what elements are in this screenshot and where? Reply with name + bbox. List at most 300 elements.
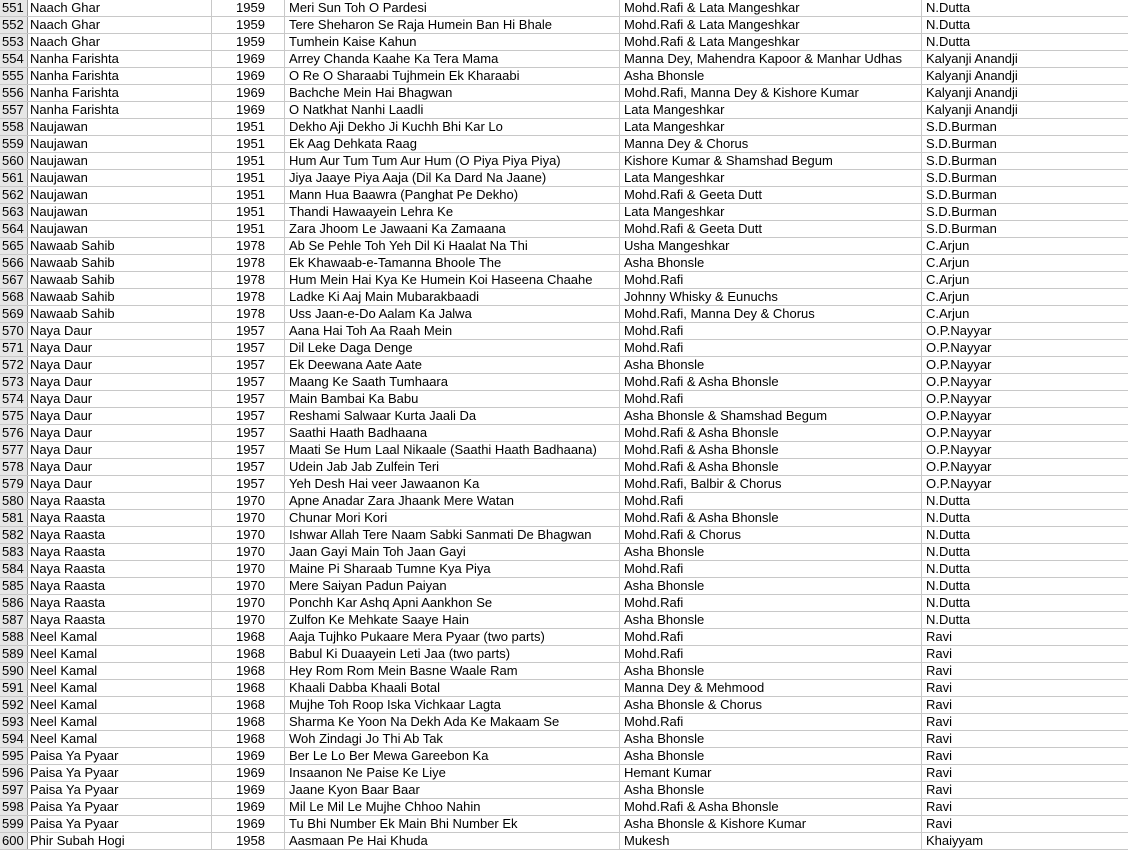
year-cell[interactable]: 1957 [212,425,285,441]
film-cell[interactable]: Naujawan [28,204,212,220]
film-cell[interactable]: Nawaab Sahib [28,255,212,271]
song-cell[interactable]: Meri Sun Toh O Pardesi [285,0,620,16]
film-cell[interactable]: Paisa Ya Pyaar [28,816,212,832]
row-number-cell[interactable]: 584 [0,561,28,577]
song-cell[interactable]: Hum Mein Hai Kya Ke Humein Koi Haseena Chaahe [285,272,620,288]
music-director-cell[interactable]: N.Dutta [926,510,971,525]
film-cell[interactable]: Naya Raasta [28,578,212,594]
music-director-cell[interactable]: Ravi [926,646,953,661]
song-cell[interactable]: Ek Deewana Aate Aate [285,357,620,373]
film-cell[interactable]: Naya Raasta [28,527,212,543]
music-director-cell[interactable]: Kalyanji Anandji [926,85,1018,100]
row-number-cell[interactable]: 596 [0,765,28,781]
singer-cell[interactable]: Mohd.Rafi & Geeta Dutt [620,187,922,203]
film-cell[interactable]: Naach Ghar [28,34,212,50]
song-cell[interactable]: Maang Ke Saath Tumhaara [285,374,620,390]
music-director-cell[interactable]: N.Dutta [926,527,971,542]
year-cell[interactable]: 1957 [212,357,285,373]
year-cell[interactable]: 1969 [212,85,285,101]
film-cell[interactable]: Nawaab Sahib [28,289,212,305]
row-number-cell[interactable]: 590 [0,663,28,679]
row-number-cell[interactable]: 553 [0,34,28,50]
music-director-cell[interactable]: O.P.Nayyar [926,340,992,355]
film-cell[interactable]: Nanha Farishta [28,68,212,84]
music-director-cell[interactable]: Ravi [926,629,953,644]
film-cell[interactable]: Naya Raasta [28,561,212,577]
row-number-cell[interactable]: 593 [0,714,28,730]
song-cell[interactable]: Apne Anadar Zara Jhaank Mere Watan [285,493,620,509]
song-cell[interactable]: Udein Jab Jab Zulfein Teri [285,459,620,475]
song-cell[interactable]: Chunar Mori Kori [285,510,620,526]
year-cell[interactable]: 1957 [212,340,285,356]
music-director-cell[interactable]: N.Dutta [926,578,971,593]
song-cell[interactable]: Aana Hai Toh Aa Raah Mein [285,323,620,339]
row-number-cell[interactable]: 579 [0,476,28,492]
year-cell[interactable]: 1951 [212,170,285,186]
singer-cell[interactable]: Asha Bhonsle [620,578,922,594]
row-number-cell[interactable]: 578 [0,459,28,475]
song-cell[interactable]: Bachche Mein Hai Bhagwan [285,85,620,101]
year-cell[interactable]: 1970 [212,595,285,611]
row-number-cell[interactable]: 555 [0,68,28,84]
year-cell[interactable]: 1969 [212,782,285,798]
music-director-cell[interactable]: Ravi [926,680,953,695]
music-director-cell[interactable]: Ravi [926,697,953,712]
film-cell[interactable]: Phir Subah Hogi [28,833,212,849]
row-number-cell[interactable]: 580 [0,493,28,509]
year-cell[interactable]: 1978 [212,255,285,271]
song-cell[interactable]: Tu Bhi Number Ek Main Bhi Number Ek [285,816,620,832]
film-cell[interactable]: Naujawan [28,153,212,169]
music-director-cell[interactable]: Kalyanji Anandji [926,51,1018,66]
year-cell[interactable]: 1968 [212,663,285,679]
year-cell[interactable]: 1968 [212,680,285,696]
music-director-cell[interactable]: S.D.Burman [926,119,997,134]
song-cell[interactable]: Aaja Tujhko Pukaare Mera Pyaar (two parts) [285,629,620,645]
year-cell[interactable]: 1970 [212,561,285,577]
song-cell[interactable]: Uss Jaan-e-Do Aalam Ka Jalwa [285,306,620,322]
song-cell[interactable]: O Re O Sharaabi Tujhmein Ek Kharaabi [285,68,620,84]
singer-cell[interactable]: Mohd.Rafi, Balbir & Chorus [620,476,922,492]
year-cell[interactable]: 1951 [212,153,285,169]
film-cell[interactable]: Neel Kamal [28,646,212,662]
song-cell[interactable]: Jaane Kyon Baar Baar [285,782,620,798]
song-cell[interactable]: Ek Aag Dehkata Raag [285,136,620,152]
song-cell[interactable]: Mil Le Mil Le Mujhe Chhoo Nahin [285,799,620,815]
singer-cell[interactable]: Mohd.Rafi & Chorus [620,527,922,543]
row-number-cell[interactable]: 568 [0,289,28,305]
row-number-cell[interactable]: 558 [0,119,28,135]
film-cell[interactable]: Naya Daur [28,340,212,356]
singer-cell[interactable]: Lata Mangeshkar [620,119,922,135]
year-cell[interactable]: 1959 [212,34,285,50]
year-cell[interactable]: 1970 [212,527,285,543]
row-number-cell[interactable]: 575 [0,408,28,424]
film-cell[interactable]: Paisa Ya Pyaar [28,782,212,798]
year-cell[interactable]: 1951 [212,119,285,135]
row-number-cell[interactable]: 563 [0,204,28,220]
singer-cell[interactable]: Mohd.Rafi & Asha Bhonsle [620,799,922,815]
song-cell[interactable]: Jaan Gayi Main Toh Jaan Gayi [285,544,620,560]
film-cell[interactable]: Nawaab Sahib [28,272,212,288]
row-number-cell[interactable]: 583 [0,544,28,560]
year-cell[interactable]: 1957 [212,476,285,492]
song-cell[interactable]: Mere Saiyan Padun Paiyan [285,578,620,594]
film-cell[interactable]: Paisa Ya Pyaar [28,748,212,764]
row-number-cell[interactable]: 560 [0,153,28,169]
row-number-cell[interactable]: 552 [0,17,28,33]
song-cell[interactable]: Thandi Hawaayein Lehra Ke [285,204,620,220]
singer-cell[interactable]: Asha Bhonsle & Shamshad Begum [620,408,922,424]
song-cell[interactable]: Maine Pi Sharaab Tumne Kya Piya [285,561,620,577]
row-number-cell[interactable]: 567 [0,272,28,288]
row-number-cell[interactable]: 581 [0,510,28,526]
row-number-cell[interactable]: 576 [0,425,28,441]
singer-cell[interactable]: Lata Mangeshkar [620,170,922,186]
singer-cell[interactable]: Mohd.Rafi [620,493,922,509]
year-cell[interactable]: 1969 [212,748,285,764]
song-cell[interactable]: O Natkhat Nanhi Laadli [285,102,620,118]
film-cell[interactable]: Naya Daur [28,357,212,373]
row-number-cell[interactable]: 556 [0,85,28,101]
row-number-cell[interactable]: 571 [0,340,28,356]
row-number-cell[interactable]: 554 [0,51,28,67]
singer-cell[interactable]: Asha Bhonsle [620,255,922,271]
film-cell[interactable]: Naya Daur [28,442,212,458]
singer-cell[interactable]: Kishore Kumar & Shamshad Begum [620,153,922,169]
singer-cell[interactable]: Mukesh [620,833,922,849]
singer-cell[interactable]: Asha Bhonsle & Kishore Kumar [620,816,922,832]
year-cell[interactable]: 1978 [212,272,285,288]
row-number-cell[interactable]: 577 [0,442,28,458]
film-cell[interactable]: Naya Daur [28,391,212,407]
music-director-cell[interactable]: O.P.Nayyar [926,425,992,440]
song-cell[interactable]: Yeh Desh Hai veer Jawaanon Ka [285,476,620,492]
song-cell[interactable]: Maati Se Hum Laal Nikaale (Saathi Haath Badhaana) [285,442,620,458]
singer-cell[interactable]: Lata Mangeshkar [620,102,922,118]
year-cell[interactable]: 1958 [212,833,285,849]
singer-cell[interactable]: Usha Mangeshkar [620,238,922,254]
music-director-cell[interactable]: O.P.Nayyar [926,374,992,389]
music-director-cell[interactable]: O.P.Nayyar [926,408,992,423]
music-director-cell[interactable]: Khaiyyam [926,833,984,848]
film-cell[interactable]: Naya Raasta [28,493,212,509]
song-cell[interactable]: Mann Hua Baawra (Panghat Pe Dekho) [285,187,620,203]
song-cell[interactable]: Sharma Ke Yoon Na Dekh Ada Ke Makaam Se [285,714,620,730]
film-cell[interactable]: Naujawan [28,136,212,152]
year-cell[interactable]: 1951 [212,187,285,203]
year-cell[interactable]: 1970 [212,510,285,526]
song-cell[interactable]: Khaali Dabba Khaali Botal [285,680,620,696]
music-director-cell[interactable]: N.Dutta [926,595,971,610]
row-number-cell[interactable]: 586 [0,595,28,611]
song-cell[interactable]: Dil Leke Daga Denge [285,340,620,356]
song-cell[interactable]: Ladke Ki Aaj Main Mubarakbaadi [285,289,620,305]
music-director-cell[interactable]: C.Arjun [926,306,970,321]
row-number-cell[interactable]: 599 [0,816,28,832]
music-director-cell[interactable]: O.P.Nayyar [926,442,992,457]
singer-cell[interactable]: Mohd.Rafi & Asha Bhonsle [620,425,922,441]
music-director-cell[interactable]: O.P.Nayyar [926,476,992,491]
film-cell[interactable]: Nanha Farishta [28,85,212,101]
singer-cell[interactable]: Mohd.Rafi [620,646,922,662]
singer-cell[interactable]: Mohd.Rafi [620,595,922,611]
music-director-cell[interactable]: Ravi [926,731,953,746]
song-cell[interactable]: Tere Sheharon Se Raja Humein Ban Hi Bhale [285,17,620,33]
song-cell[interactable]: Woh Zindagi Jo Thi Ab Tak [285,731,620,747]
singer-cell[interactable]: Mohd.Rafi [620,391,922,407]
music-director-cell[interactable]: Ravi [926,782,953,797]
singer-cell[interactable]: Mohd.Rafi & Lata Mangeshkar [620,17,922,33]
film-cell[interactable]: Neel Kamal [28,663,212,679]
music-director-cell[interactable]: S.D.Burman [926,153,997,168]
row-number-cell[interactable]: 597 [0,782,28,798]
singer-cell[interactable]: Mohd.Rafi & Asha Bhonsle [620,374,922,390]
singer-cell[interactable]: Mohd.Rafi [620,340,922,356]
singer-cell[interactable]: Asha Bhonsle [620,68,922,84]
row-number-cell[interactable]: 569 [0,306,28,322]
film-cell[interactable]: Nanha Farishta [28,102,212,118]
year-cell[interactable]: 1957 [212,374,285,390]
year-cell[interactable]: 1951 [212,221,285,237]
music-director-cell[interactable]: N.Dutta [926,612,971,627]
row-number-cell[interactable]: 564 [0,221,28,237]
music-director-cell[interactable]: O.P.Nayyar [926,459,992,474]
music-director-cell[interactable]: N.Dutta [926,561,971,576]
year-cell[interactable]: 1968 [212,646,285,662]
music-director-cell[interactable]: C.Arjun [926,255,970,270]
film-cell[interactable]: Neel Kamal [28,629,212,645]
singer-cell[interactable]: Asha Bhonsle [620,544,922,560]
music-director-cell[interactable]: S.D.Burman [926,136,997,151]
year-cell[interactable]: 1959 [212,0,285,16]
music-director-cell[interactable]: C.Arjun [926,238,970,253]
singer-cell[interactable]: Asha Bhonsle [620,612,922,628]
film-cell[interactable]: Naya Daur [28,408,212,424]
row-number-cell[interactable]: 594 [0,731,28,747]
year-cell[interactable]: 1968 [212,714,285,730]
year-cell[interactable]: 1951 [212,204,285,220]
singer-cell[interactable]: Asha Bhonsle [620,731,922,747]
row-number-cell[interactable]: 559 [0,136,28,152]
film-cell[interactable]: Neel Kamal [28,697,212,713]
music-director-cell[interactable]: Ravi [926,816,953,831]
year-cell[interactable]: 1969 [212,51,285,67]
film-cell[interactable]: Naya Raasta [28,510,212,526]
song-cell[interactable]: Hey Rom Rom Mein Basne Waale Ram [285,663,620,679]
singer-cell[interactable]: Asha Bhonsle [620,663,922,679]
year-cell[interactable]: 1957 [212,442,285,458]
row-number-cell[interactable]: 600 [0,833,28,849]
music-director-cell[interactable]: Ravi [926,748,953,763]
row-number-cell[interactable]: 557 [0,102,28,118]
year-cell[interactable]: 1970 [212,612,285,628]
film-cell[interactable]: Nanha Farishta [28,51,212,67]
singer-cell[interactable]: Mohd.Rafi, Manna Dey & Chorus [620,306,922,322]
film-cell[interactable]: Naujawan [28,187,212,203]
row-number-cell[interactable]: 592 [0,697,28,713]
music-director-cell[interactable]: Ravi [926,714,953,729]
film-cell[interactable]: Naach Ghar [28,17,212,33]
singer-cell[interactable]: Mohd.Rafi & Lata Mangeshkar [620,0,922,16]
row-number-cell[interactable]: 591 [0,680,28,696]
singer-cell[interactable]: Mohd.Rafi [620,272,922,288]
song-cell[interactable]: Zulfon Ke Mehkate Saaye Hain [285,612,620,628]
film-cell[interactable]: Naya Daur [28,476,212,492]
singer-cell[interactable]: Mohd.Rafi [620,629,922,645]
year-cell[interactable]: 1969 [212,799,285,815]
singer-cell[interactable]: Mohd.Rafi & Lata Mangeshkar [620,34,922,50]
year-cell[interactable]: 1978 [212,238,285,254]
year-cell[interactable]: 1970 [212,544,285,560]
music-director-cell[interactable]: O.P.Nayyar [926,323,992,338]
row-number-cell[interactable]: 566 [0,255,28,271]
year-cell[interactable]: 1978 [212,306,285,322]
year-cell[interactable]: 1969 [212,68,285,84]
year-cell[interactable]: 1957 [212,459,285,475]
music-director-cell[interactable]: N.Dutta [926,0,971,15]
song-cell[interactable]: Saathi Haath Badhaana [285,425,620,441]
year-cell[interactable]: 1969 [212,765,285,781]
singer-cell[interactable]: Johnny Whisky & Eunuchs [620,289,922,305]
row-number-cell[interactable]: 585 [0,578,28,594]
singer-cell[interactable]: Asha Bhonsle [620,357,922,373]
year-cell[interactable]: 1969 [212,816,285,832]
music-director-cell[interactable]: Kalyanji Anandji [926,68,1018,83]
row-number-cell[interactable]: 589 [0,646,28,662]
music-director-cell[interactable]: N.Dutta [926,17,971,32]
year-cell[interactable]: 1959 [212,17,285,33]
row-number-cell[interactable]: 595 [0,748,28,764]
music-director-cell[interactable]: Ravi [926,765,953,780]
row-number-cell[interactable]: 572 [0,357,28,373]
singer-cell[interactable]: Lata Mangeshkar [620,204,922,220]
row-number-cell[interactable]: 562 [0,187,28,203]
music-director-cell[interactable]: N.Dutta [926,493,971,508]
music-director-cell[interactable]: S.D.Burman [926,204,997,219]
row-number-cell[interactable]: 561 [0,170,28,186]
music-director-cell[interactable]: S.D.Burman [926,170,997,185]
year-cell[interactable]: 1970 [212,578,285,594]
singer-cell[interactable]: Mohd.Rafi [620,323,922,339]
year-cell[interactable]: 1957 [212,391,285,407]
singer-cell[interactable]: Mohd.Rafi [620,714,922,730]
song-cell[interactable]: Ab Se Pehle Toh Yeh Dil Ki Haalat Na Thi [285,238,620,254]
film-cell[interactable]: Naujawan [28,221,212,237]
row-number-cell[interactable]: 582 [0,527,28,543]
film-cell[interactable]: Naya Raasta [28,595,212,611]
singer-cell[interactable]: Manna Dey & Chorus [620,136,922,152]
music-director-cell[interactable]: C.Arjun [926,272,970,287]
song-cell[interactable]: Ishwar Allah Tere Naam Sabki Sanmati De Bhagwan [285,527,620,543]
song-cell[interactable]: Insaanon Ne Paise Ke Liye [285,765,620,781]
row-number-cell[interactable]: 551 [0,0,28,16]
song-cell[interactable]: Main Bambai Ka Babu [285,391,620,407]
music-director-cell[interactable]: N.Dutta [926,544,971,559]
film-cell[interactable]: Naujawan [28,119,212,135]
song-cell[interactable]: Tumhein Kaise Kahun [285,34,620,50]
film-cell[interactable]: Naya Raasta [28,612,212,628]
year-cell[interactable]: 1957 [212,323,285,339]
singer-cell[interactable]: Asha Bhonsle [620,782,922,798]
song-cell[interactable]: Ber Le Lo Ber Mewa Gareebon Ka [285,748,620,764]
film-cell[interactable]: Naach Ghar [28,0,212,16]
singer-cell[interactable]: Asha Bhonsle & Chorus [620,697,922,713]
film-cell[interactable]: Paisa Ya Pyaar [28,799,212,815]
film-cell[interactable]: Naya Raasta [28,544,212,560]
singer-cell[interactable]: Hemant Kumar [620,765,922,781]
film-cell[interactable]: Naya Daur [28,459,212,475]
song-cell[interactable]: Babul Ki Duaayein Leti Jaa (two parts) [285,646,620,662]
song-cell[interactable]: Ponchh Kar Ashq Apni Aankhon Se [285,595,620,611]
music-director-cell[interactable]: S.D.Burman [926,187,997,202]
film-cell[interactable]: Naujawan [28,170,212,186]
row-number-cell[interactable]: 574 [0,391,28,407]
music-director-cell[interactable]: O.P.Nayyar [926,391,992,406]
film-cell[interactable]: Neel Kamal [28,680,212,696]
year-cell[interactable]: 1951 [212,136,285,152]
singer-cell[interactable]: Mohd.Rafi & Asha Bhonsle [620,442,922,458]
music-director-cell[interactable]: Ravi [926,799,953,814]
year-cell[interactable]: 1968 [212,629,285,645]
singer-cell[interactable]: Mohd.Rafi & Asha Bhonsle [620,459,922,475]
music-director-cell[interactable]: C.Arjun [926,289,970,304]
singer-cell[interactable]: Manna Dey, Mahendra Kapoor & Manhar Udhas [620,51,922,67]
row-number-cell[interactable]: 570 [0,323,28,339]
film-cell[interactable]: Naya Daur [28,374,212,390]
song-cell[interactable]: Zara Jhoom Le Jawaani Ka Zamaana [285,221,620,237]
row-number-cell[interactable]: 598 [0,799,28,815]
year-cell[interactable]: 1968 [212,697,285,713]
song-cell[interactable]: Arrey Chanda Kaahe Ka Tera Mama [285,51,620,67]
year-cell[interactable]: 1978 [212,289,285,305]
music-director-cell[interactable]: O.P.Nayyar [926,357,992,372]
song-cell[interactable]: Dekho Aji Dekho Ji Kuchh Bhi Kar Lo [285,119,620,135]
film-cell[interactable]: Naya Daur [28,425,212,441]
year-cell[interactable]: 1957 [212,408,285,424]
song-cell[interactable]: Reshami Salwaar Kurta Jaali Da [285,408,620,424]
song-cell[interactable]: Hum Aur Tum Tum Aur Hum (O Piya Piya Piya) [285,153,620,169]
singer-cell[interactable]: Mohd.Rafi [620,561,922,577]
singer-cell[interactable]: Mohd.Rafi, Manna Dey & Kishore Kumar [620,85,922,101]
film-cell[interactable]: Nawaab Sahib [28,238,212,254]
song-cell[interactable]: Ek Khawaab-e-Tamanna Bhoole The [285,255,620,271]
music-director-cell[interactable]: S.D.Burman [926,221,997,236]
film-cell[interactable]: Neel Kamal [28,714,212,730]
song-cell[interactable]: Aasmaan Pe Hai Khuda [285,833,620,849]
film-cell[interactable]: Nawaab Sahib [28,306,212,322]
song-cell[interactable]: Mujhe Toh Roop Iska Vichkaar Lagta [285,697,620,713]
film-cell[interactable]: Naya Daur [28,323,212,339]
year-cell[interactable]: 1969 [212,102,285,118]
singer-cell[interactable]: Manna Dey & Mehmood [620,680,922,696]
film-cell[interactable]: Paisa Ya Pyaar [28,765,212,781]
singer-cell[interactable]: Asha Bhonsle [620,748,922,764]
row-number-cell[interactable]: 588 [0,629,28,645]
year-cell[interactable]: 1970 [212,493,285,509]
music-director-cell[interactable]: Kalyanji Anandji [926,102,1018,117]
row-number-cell[interactable]: 587 [0,612,28,628]
row-number-cell[interactable]: 573 [0,374,28,390]
year-cell[interactable]: 1968 [212,731,285,747]
row-number-cell[interactable]: 565 [0,238,28,254]
singer-cell[interactable]: Mohd.Rafi & Geeta Dutt [620,221,922,237]
film-cell[interactable]: Neel Kamal [28,731,212,747]
singer-cell[interactable]: Mohd.Rafi & Asha Bhonsle [620,510,922,526]
music-director-cell[interactable]: N.Dutta [926,34,971,49]
song-cell[interactable]: Jiya Jaaye Piya Aaja (Dil Ka Dard Na Jaane) [285,170,620,186]
music-director-cell[interactable]: Ravi [926,663,953,678]
